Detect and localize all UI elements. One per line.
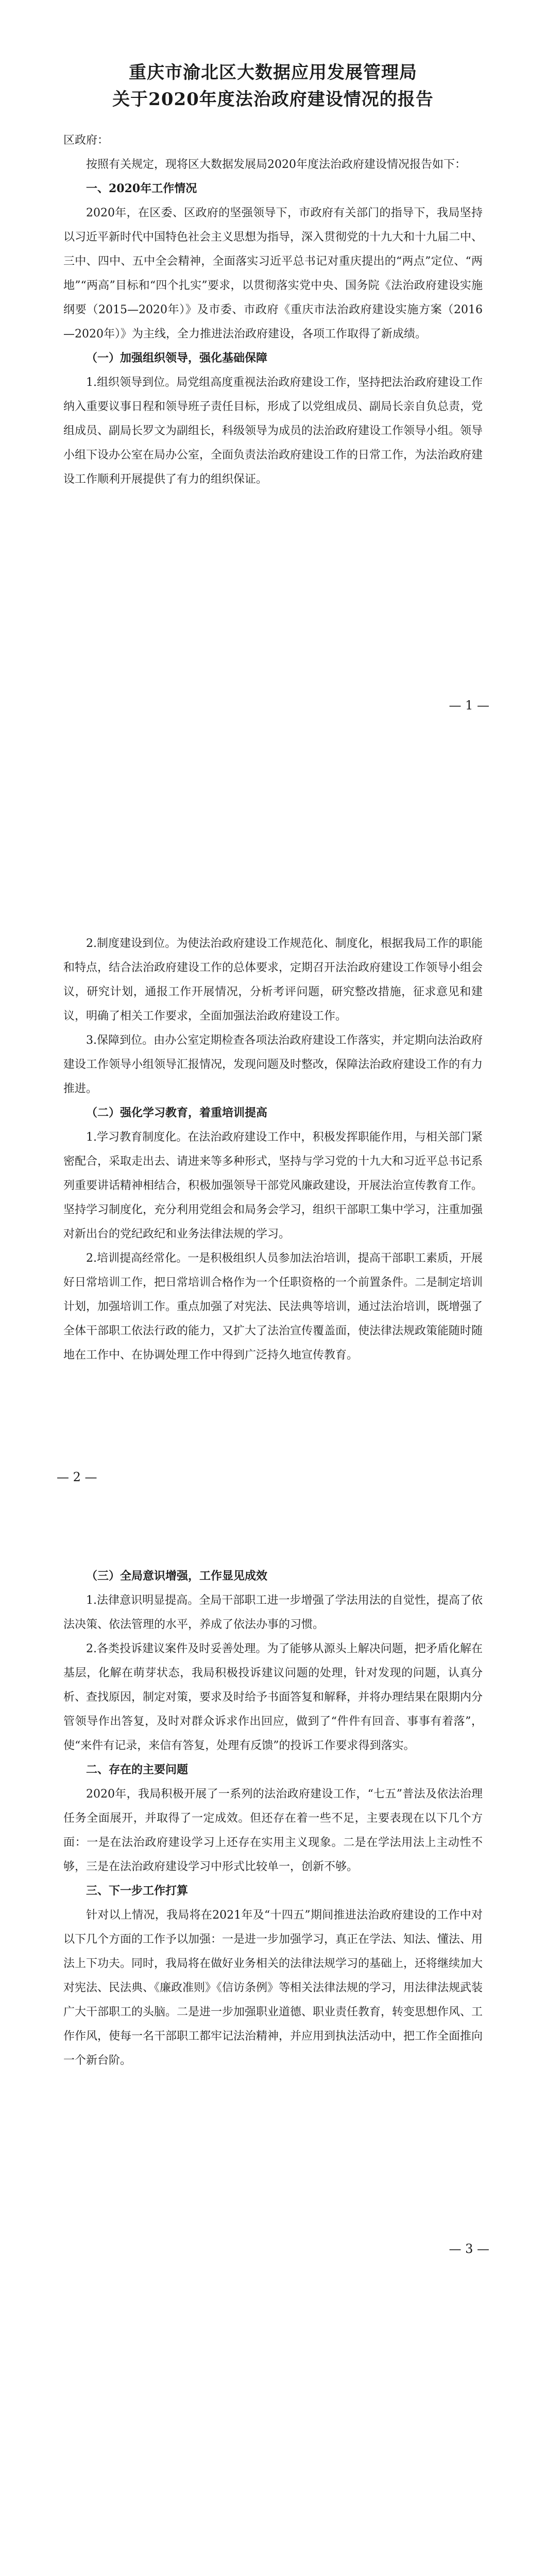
page-2: [0, 772, 546, 1544]
complaints-paragraph: 2.各类投诉建议案件及时妥善处理。为了能够从源头上解决问题，把矛盾化解在基层，化解在萌芽状态，我局积极投诉建议问题的处理，针对发现的问题，认真分析、查找原因，制定对策，要求及时给予书面答复和解释，并将办理结果在限期内分管领导作出答复，及时对群众诉求作出回应，做到了“件件有回音、事事有着落”，使“来件有记录，来信有答复，处理有反馈”的投诉工作要求得到落实。: [63, 1642, 483, 1752]
section-3-heading: 三、下一步工作打算: [86, 1884, 189, 1897]
page-2-body: [63, 931, 483, 1367]
page-3-body: [63, 1564, 483, 2073]
subsection-2-heading: （二）强化学习教育，着重培训提高: [86, 1106, 268, 1120]
subsection-3-heading: （三）全局意识增强，工作显见成效: [86, 1569, 268, 1583]
document-title: [63, 59, 483, 113]
section-1-heading: 一、2020年工作情况: [86, 182, 197, 195]
guarantee-paragraph: 3.保障到位。由办公室定期检查各项法治政府建设工作落实，并定期向法治政府建设工作领导小组领导汇报情况，发现问题及时整改，保障法治政府建设工作的有力推进。: [63, 1034, 483, 1095]
title-line-2: 关于2020年度法治政府建设情况的报告: [112, 89, 434, 110]
page-3: [0, 1544, 546, 2315]
organization-paragraph: 1.组织领导到位。局党组高度重视法治政府建设工作，坚持把法治政府建设工作纳入重要议事日程和领导班子责任目标，形成了以党组成员、副局长亲自负总责，党组成员、副局长罗文为副组长，科级领导为成员的法治政府建设工作领导小组。领导小组下设办公室在局办公室，全面负责法治政府建设工作的日常工作，为法治政府建设工作顺利开展提供了有力的组织保证。: [63, 376, 483, 486]
intro-paragraph: 按照有关规定，现将区大数据发展局2020年度法治政府建设情况报告如下：: [86, 158, 466, 171]
page-4-body: [63, 2542, 483, 2576]
salutation: 区政府：: [63, 134, 109, 147]
system-paragraph: 2.制度建设到位。为使法治政府建设工作规范化、制度化，根据我局工作的职能和特点，结合法治政府建设工作的总体要求，定期召开法治政府建设工作领导小组会议，研究计划，通报工作开展情况，分析考评问题，研究整改措施，征求意见和建议，明确了相关工作要求，全面加强法治政府建设工作。: [63, 937, 483, 1023]
problems-paragraph: 2020年，我局积极开展了一系列的法治政府建设工作，“七五”普法及依法治理任务全面展开，并取得了一定成效。但还存在着一些不足，主要表现在以下几个方面：一是在法治政府建设学习上还存在实用主义现象。二是在学法用法上主动性不够，三是在法治政府建设学习中形式比较单一，创新不够。: [63, 1788, 483, 1873]
section-1-overview: 2020年，在区委、区政府的坚强领导下，市政府有关部门的指导下，我局坚持以习近平新时代中国特色社会主义思想为指导，深入贯彻党的十九大和十九届二中、三中、四中、五中全会精神，全面落实习近平总书记对重庆提出的“两点”定位、“两地”“两高”目标和“四个扎实”要求，以贯彻落实党中央、国务院《法治政府建设实施纲要（2015—2020年）》及市委、市政府《重庆市法治政府建设实施方案（2016—2020年）》为主线，全力推进法治政府建设，各项工作取得了新成绩。: [63, 207, 483, 341]
page-4: [0, 2315, 546, 2576]
subsection-1-heading: （一）加强组织领导，强化基础保障: [86, 351, 268, 365]
plans-paragraph: 针对以上情况，我局将在2021年及“十四五”期间推进法治政府建设的工作中对以下几个方面的工作予以加强：一是进一步加强学习，真正在学法、知法、懂法、用法上下功夫。同时，我局将在做好业务相关的法律法规学习的基础上，还将继续加大对宪法、民法典、《廉政准则》《信访条例》等相关法律法规的学习，用法律法规武装广大干部职工的头脑。二是进一步加强职业道德、职业责任教育，转变思想作风、工作作风，使每一名干部职工都牢记法治精神，并应用到执法活动中，把工作全面推向一个新台阶。: [63, 1909, 483, 2067]
page-number-2: — 2 —: [57, 1470, 97, 1484]
page-number-1: — 1 —: [449, 698, 489, 713]
awareness-paragraph: 1.法律意识明显提高。全局干部职工进一步增强了学法用法的自觉性，提高了依法决策、依法管理的水平，养成了依法办事的习惯。: [63, 1594, 483, 1631]
page-1: [0, 0, 546, 772]
page-1-body: [63, 59, 483, 492]
training-paragraph: 2.培训提高经常化。一是积极组织人员参加法治培训，提高干部职工素质，开展好日常培训工作，把日常培训合格作为一个任职资格的一个前置条件。二是制定培训计划，加强培训工作。重点加强了对宪法、民法典等培训，通过法治培训，既增强了全体干部职工依法行政的能力，又扩大了法治宣传覆盖面，使法律法规政策能随时随地在工作中、在协调处理工作中得到广泛持久地宣传教育。: [63, 1252, 483, 1362]
page-number-3: — 3 —: [449, 2242, 489, 2256]
title-line-1: 重庆市渝北区大数据应用发展管理局: [129, 62, 417, 83]
section-2-heading: 二、存在的主要问题: [86, 1763, 189, 1776]
study-paragraph: 1.学习教育制度化。在法治政府建设工作中，积极发挥职能作用，与相关部门紧密配合，采取走出去、请进来等多种形式，坚持与学习党的十九大和习近平总书记系列重要讲话精神相结合，积极加强领导干部党风廉政建设，开展法治宣传教育工作。坚持学习制度化，充分利用党组会和局务会学习，组织干部职工集中学习，注重加强对新出台的党纪政纪和业务法律法规的学习。: [63, 1131, 483, 1241]
